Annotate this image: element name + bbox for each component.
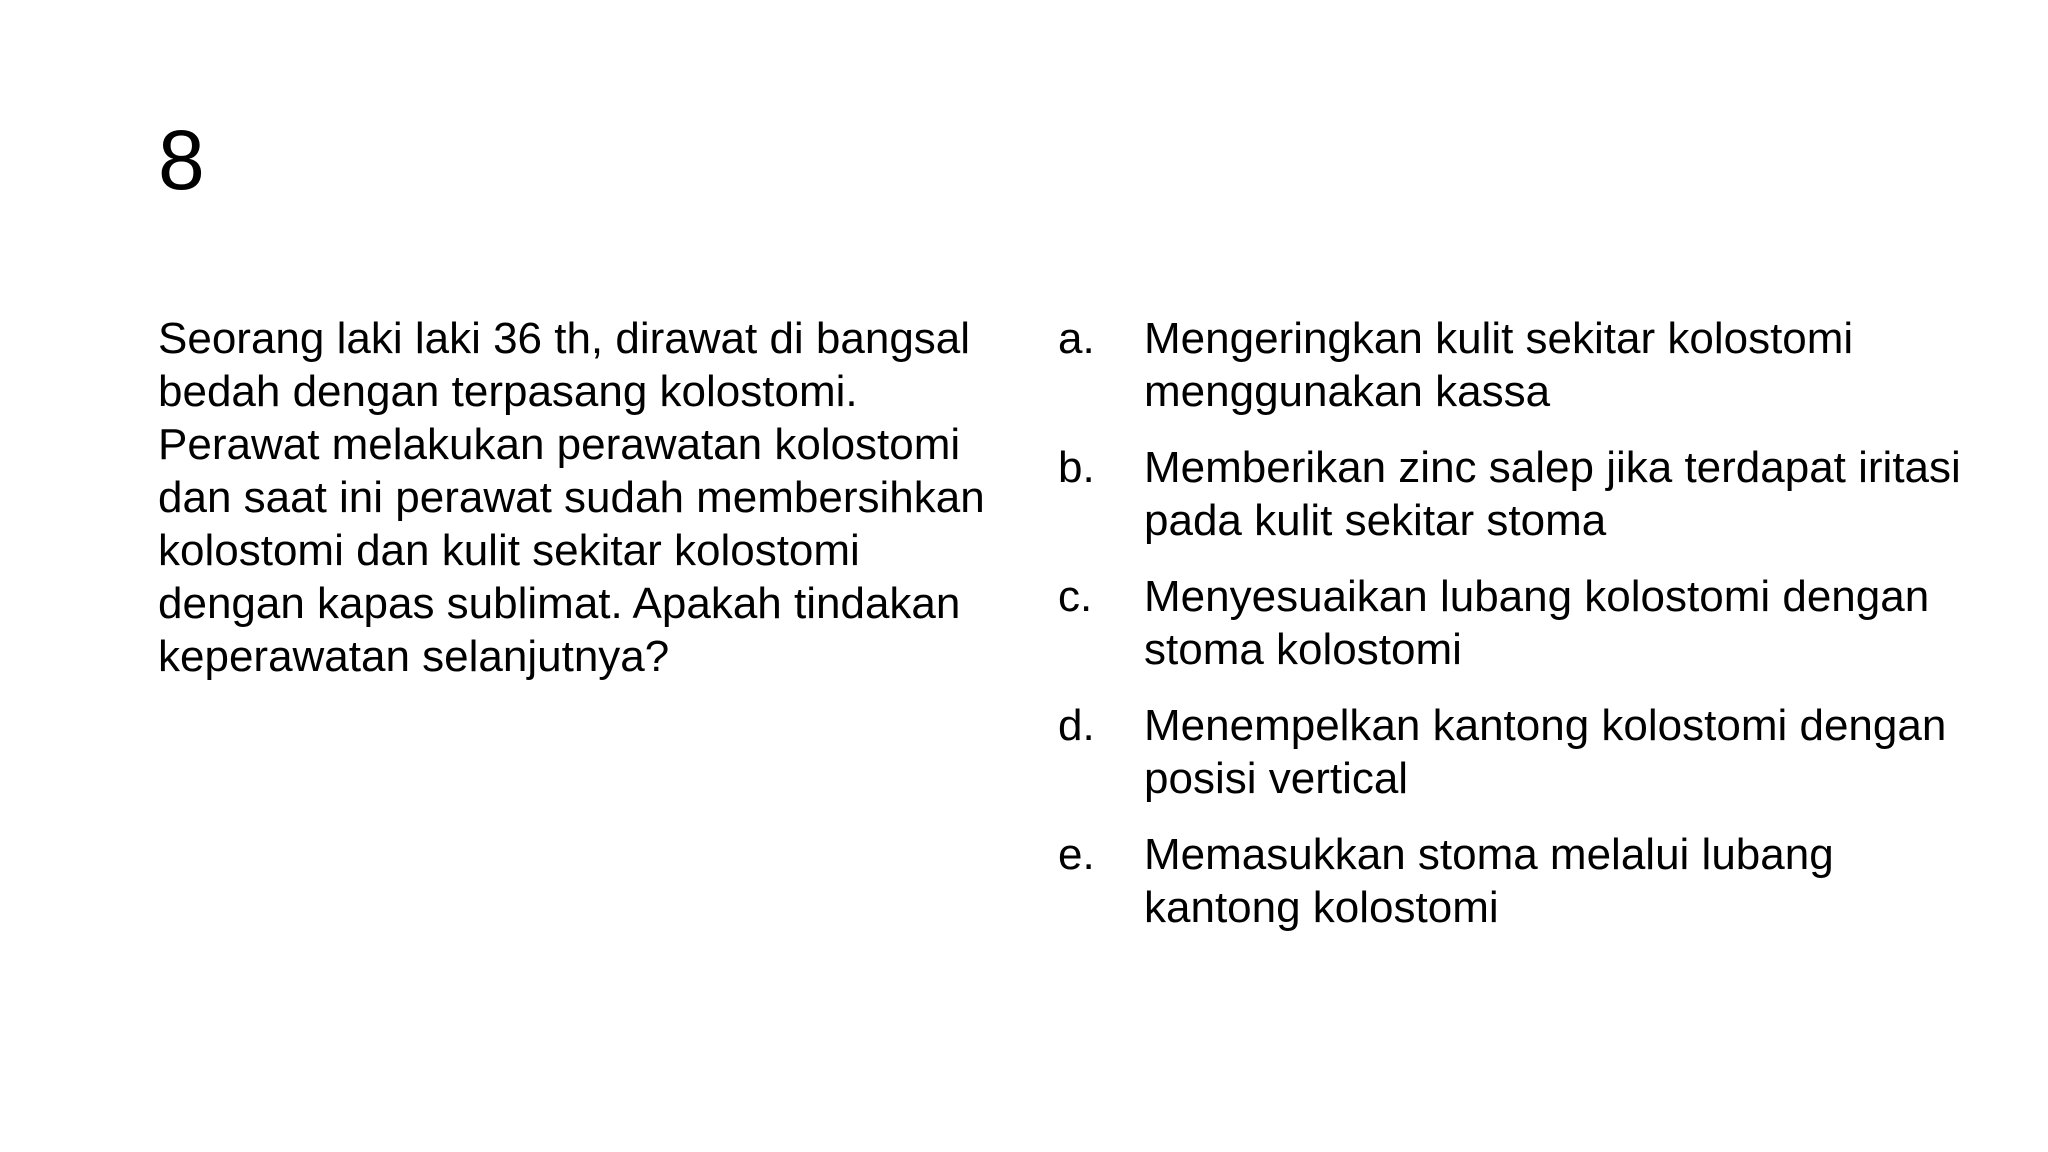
option-text: Menyesuaikan lubang kolostomi dengan stoma kolostomi [1144,572,1930,674]
option-text: Memberikan zinc salep jika terdapat iritasi pada kulit sekitar stoma [1144,443,1961,545]
option-a [1058,312,1978,418]
option-c [1058,570,1978,676]
option-letter: e. [1058,830,1095,879]
option-letter: b. [1058,443,1095,492]
slide-title: 8 [158,113,205,207]
option-text: Memasukkan stoma melalui lubang kantong kolostomi [1144,830,1834,932]
answer-options-list [1058,312,1978,957]
option-letter: d. [1058,701,1095,750]
option-b [1058,441,1978,547]
option-letter: c. [1058,572,1093,621]
option-text: Menempelkan kantong kolostomi dengan posisi vertical [1144,701,1947,803]
question-text: Seorang laki laki 36 th, dirawat di bangsal bedah dengan terpasang kolostomi. Perawat melakukan perawatan kolostomi dan saat ini perawat sudah membersihkan kolostomi dan kulit sekitar kolostomi dengan kapas sublimat. Apakah tindakan keperawatan selanjutnya? [158,314,985,681]
option-d [1058,699,1978,805]
option-text: Mengeringkan kulit sekitar kolostomi menggunakan kassa [1144,314,1854,416]
option-e [1058,828,1978,934]
option-letter: a. [1058,314,1095,363]
